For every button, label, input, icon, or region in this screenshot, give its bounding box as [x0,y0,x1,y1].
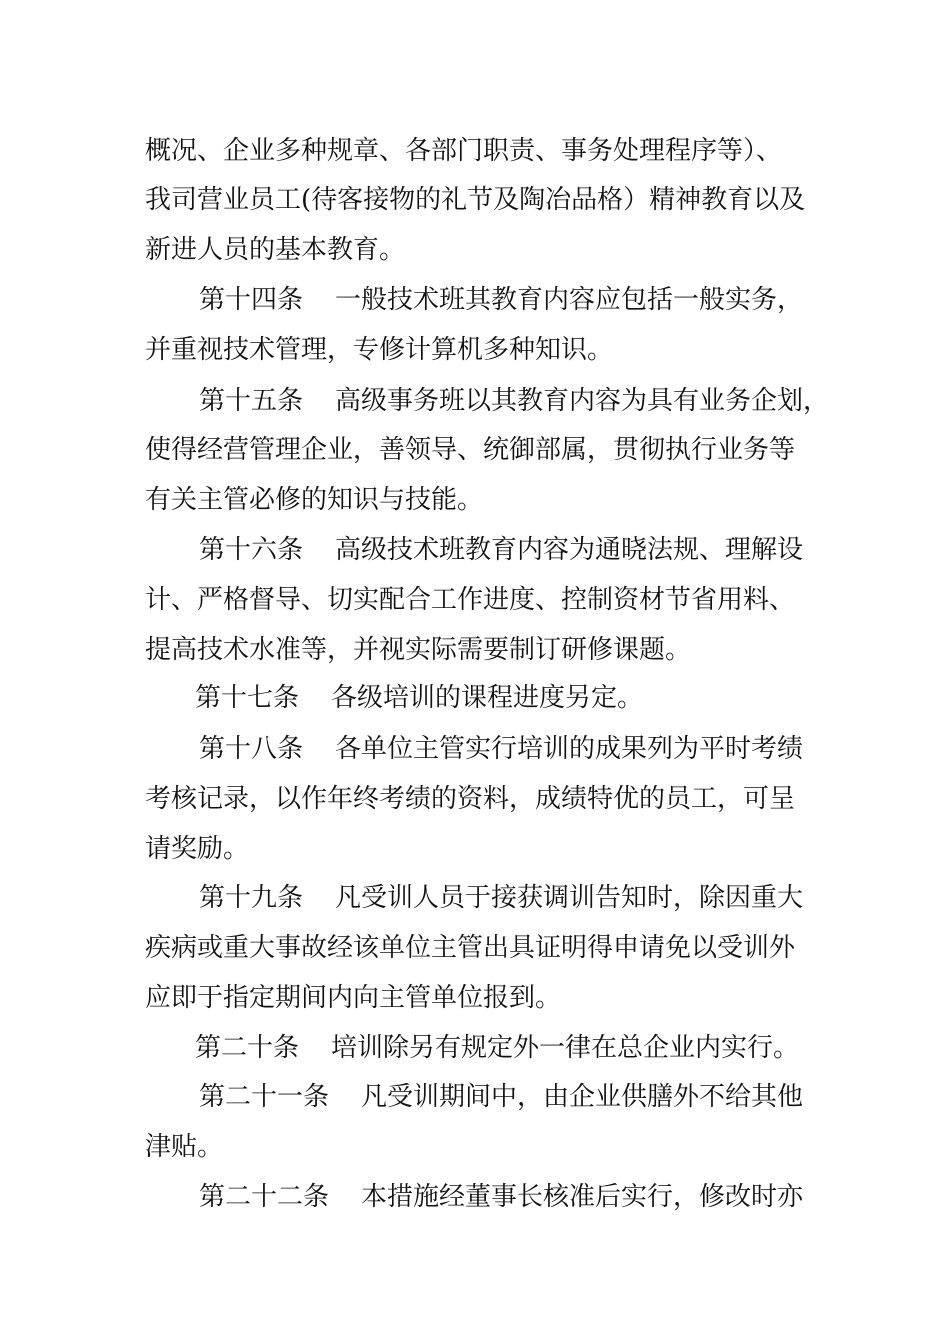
line-text: 概况、企业多种规章、各部门职责、事务处理程序等）、 [145,136,783,166]
line-text: 请奖励。 [145,834,250,864]
line-text: 本措施经董事长核准后实行，修改时亦 [361,1182,804,1212]
line-text: 并重视技术管理，专修计算机多种知识。 [145,335,614,365]
text-line [145,580,795,620]
text-line [145,230,405,270]
text-line [145,330,613,370]
article-number: 第二十条 [195,1033,300,1063]
article-number: 第二十二条 [199,1182,330,1212]
line-text: 我司营业员工(待客接物的礼节及陶冶品格）精神教育以及 [145,185,806,215]
article-line [195,678,643,718]
text-line [145,630,691,670]
line-text: 使得经营管理企业，善领导、统御部属，贯彻执行业务等 [145,435,796,465]
article-line [199,1077,803,1117]
line-text: 高级事务班以其教育内容为具有业务企划， [335,386,830,416]
text-line [145,480,483,520]
line-text: 各单位主管实行培训的成果列为平时考绩 [335,734,804,764]
line-text: 疾病或重大事故经该单位主管出具证明得申请免以受训外 [145,933,796,963]
article-number: 第十九条 [199,883,304,913]
article-line [199,280,803,320]
line-text: 培训除另有规定外一律在总企业内实行。 [331,1033,800,1063]
text-line [145,131,782,171]
article-number: 第十六条 [199,535,304,565]
line-text: 新进人员的基本教育。 [145,235,406,265]
article-line [199,381,829,421]
text-line [145,779,795,819]
line-text: 应即于指定期间内向主管单位报到。 [145,983,562,1013]
line-text: 考核记录，以作年终考绩的资料，成绩特优的员工，可呈 [145,784,796,814]
article-number: 第二十一条 [199,1082,330,1112]
text-line [145,1127,223,1167]
article-line [195,1028,799,1068]
article-number: 第十七条 [195,683,300,713]
text-line [145,180,805,220]
article-number: 第十四条 [199,285,304,315]
line-text: 津贴。 [145,1132,224,1162]
line-text: 一般技术班其教育内容应包括一般实务， [335,285,804,315]
line-text: 凡受训期间中，由企业供膳外不给其他 [361,1082,804,1112]
article-line [199,878,803,918]
line-text: 提高技术水准等，并视实际需要制订研修课题。 [145,635,692,665]
article-line [199,530,803,570]
article-number: 第十八条 [199,734,304,764]
line-text: 凡受训人员于接获调训告知时，除因重大 [335,883,804,913]
article-number: 第十五条 [199,386,304,416]
text-line [145,829,249,869]
line-text: 高级技术班教育内容为通晓法规、理解设 [335,535,804,565]
article-line [199,729,803,769]
text-line [145,928,795,968]
article-line [199,1177,803,1217]
text-line [145,978,561,1018]
line-text: 有关主管必修的知识与技能。 [145,485,484,515]
text-line [145,430,795,470]
line-text: 计、严格督导、切实配合工作进度、控制资材节省用料、 [145,585,796,615]
line-text: 各级培训的课程进度另定。 [331,683,644,713]
